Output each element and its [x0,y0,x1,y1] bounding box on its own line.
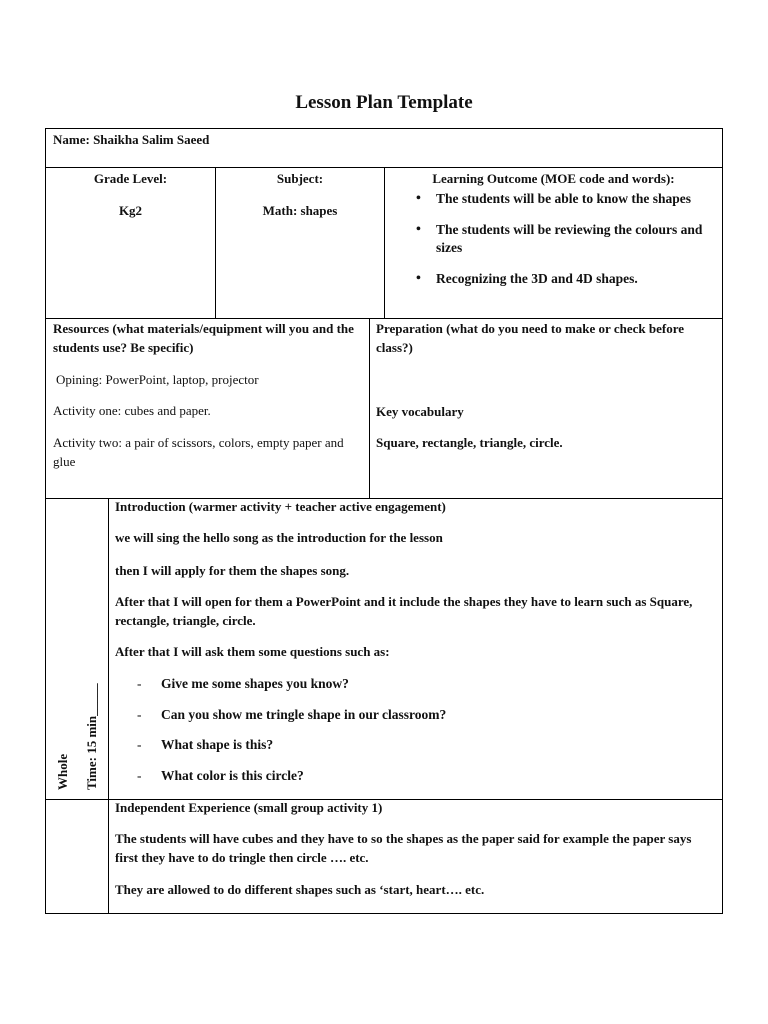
question-item: - What shape is this? [137,736,697,754]
introduction-line: After that I will ask them some questions such as: [115,644,390,659]
preparation-heading: Preparation (what do you need to make or check before class?) [376,321,685,355]
student-name: Name: Shaikha Salim Saeed [53,132,210,147]
subject-label: Subject: [276,171,324,186]
introduction-line: we will sing the hello song as the introduction for the lesson [115,530,443,545]
whole-label: Whole [55,753,70,790]
resources-activity-two: Activity two: a pair of scissors, colors, empty paper and glue [53,435,344,469]
vocab-list: Square, rectangle, triangle, circle. [376,435,563,450]
question-item: - Give me some shapes you know? [137,675,697,693]
page-title: Lesson Plan Template [295,92,473,113]
independent-line: The students will have cubes and they have to so the shapes as the paper said for example the paper says first they have to do tringle then circle …. etc. [115,831,692,865]
side-cell [45,799,109,914]
introduction-line: After that I will open for them a PowerPoint and it include the shapes they have to learn such as Square, rectangle, triangle, circle. [115,594,693,628]
subject-value: Math: shapes [262,203,338,218]
introduction-cell [108,498,723,800]
outcome-label: Learning Outcome (MOE code and words): [432,171,675,186]
whole-cell [45,498,109,800]
resources-cell [45,318,370,499]
time-label: Time: 15 min_____ [84,683,99,790]
independent-cell [108,799,723,914]
subject-cell [215,167,385,319]
grade-value: Kg2 [118,203,143,218]
vocab-label: Key vocabulary [376,404,464,419]
grade-label: Grade Level: [93,171,168,186]
outcome-item: • The students will be reviewing the colours and sizes [410,221,710,257]
introduction-line: then I will apply for them the shapes song. [115,563,350,578]
resources-opening: Opining: PowerPoint, laptop, projector [56,372,259,387]
independent-line: They are allowed to do different shapes such as ‘start, heart…. etc. [115,882,485,897]
introduction-heading: Introduction (warmer activity + teacher active engagement) [115,499,446,514]
independent-heading: Independent Experience (small group activity 1) [115,800,383,815]
outcome-item: • The students will be able to know the shapes [410,190,710,208]
question-item: - What color is this circle? [137,767,697,785]
preparation-cell [369,318,723,499]
resources-heading: Resources (what materials/equipment will you and the students use? Be specific) [53,321,354,355]
question-list [137,675,697,797]
outcome-item: • Recognizing the 3D and 4D shapes. [410,270,710,288]
name-cell [45,128,723,168]
grade-cell [45,167,216,319]
outcome-list [410,190,710,301]
outcome-cell [384,167,723,319]
resources-activity-one: Activity one: cubes and paper. [53,403,211,418]
question-item: - Can you show me tringle shape in our classroom? [137,706,697,724]
